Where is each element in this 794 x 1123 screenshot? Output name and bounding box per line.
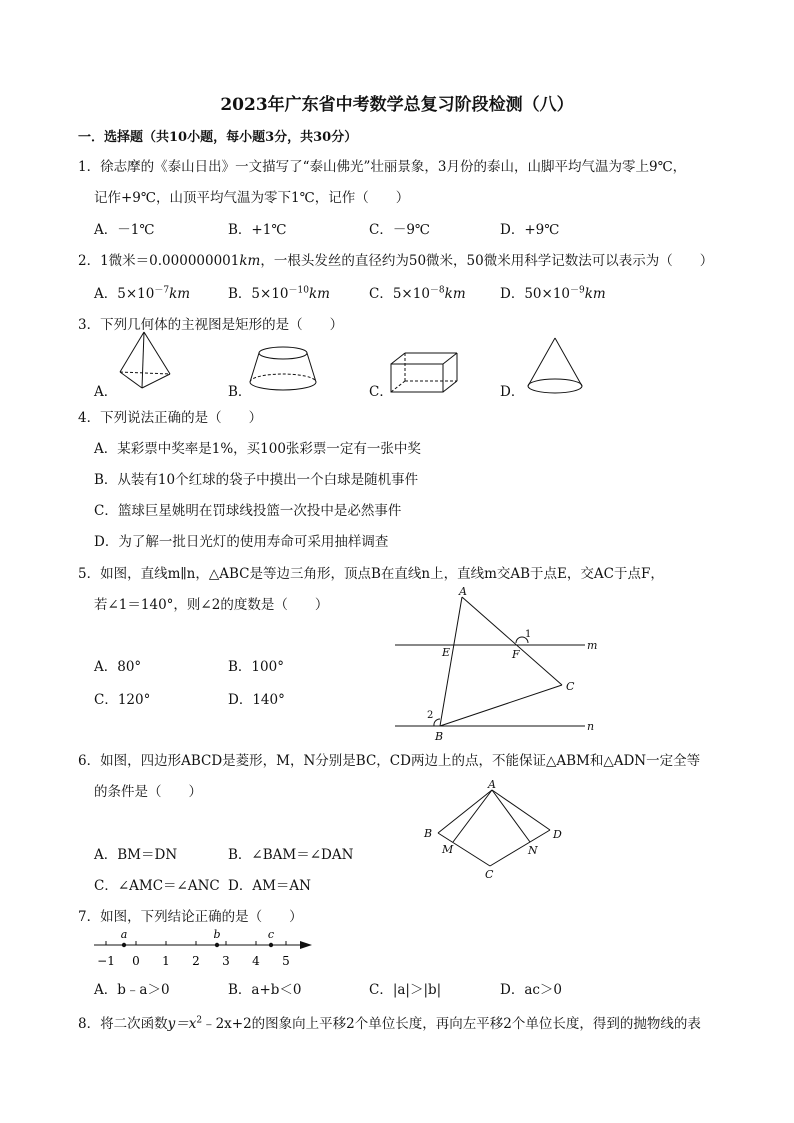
q7-option-d: D．ac＞0 <box>500 982 563 998</box>
q5-label-n: n <box>587 720 595 733</box>
number-line-point <box>269 943 273 947</box>
q3-option-a: A． <box>94 384 118 400</box>
q5-label-angle2: 2 <box>427 710 434 721</box>
q1-option-d: D．+9℃ <box>500 222 560 238</box>
q6-text-line1: 6．如图，四边形ABCD是菱形，M，N分别是BC，CD两边上的点，不能保证△ABM和△ADN一定全等 <box>78 753 701 769</box>
q5-label-angle1: 1 <box>525 629 532 640</box>
q5-option-b: B．100° <box>228 659 284 675</box>
q4-text: 4．下列说法正确的是（ ） <box>78 410 263 426</box>
q4-option-b: B．从装有10个红球的袋子中摸出一个白球是随机事件 <box>94 472 419 488</box>
q6-text-line2: 的条件是（ ） <box>94 784 202 800</box>
q5-option-c: C．120° <box>94 692 151 708</box>
q7-option-c: C．|a|＞|b| <box>369 982 442 998</box>
q6-label-b: B <box>424 827 433 840</box>
q1-text-line2: 记作+9℃，山顶平均气温为零下1℃，记作（ ） <box>94 190 410 206</box>
q4-option-a: A．某彩票中奖率是1%，买100张彩票一定有一张中奖 <box>94 441 421 457</box>
number-line-point-label: c <box>267 928 275 941</box>
q5-triangle-figure <box>390 585 605 745</box>
section-heading: 一．选择题（共10小题，每小题3分，共30分） <box>78 130 358 145</box>
q5-option-d: D．140° <box>228 692 285 708</box>
q1-option-c: C．－9℃ <box>369 222 431 238</box>
q6-label-a: A <box>488 778 496 791</box>
q1-text-line1: 1．徐志摩的《泰山日出》一文描写了“泰山佛光”壮丽景象，3月份的泰山，山脚平均气温为零上9℃， <box>78 159 687 175</box>
q5-text-line1: 5．如图，直线m∥n，△ABC是等边三角形，顶点B在直线n上，直线m交AB于点E，交AC于点F， <box>78 566 664 582</box>
number-line-tick-label: 1 <box>162 954 170 968</box>
number-line-tick-label: 2 <box>192 954 200 968</box>
q5-label-e: E <box>442 646 451 659</box>
number-line-tick-label: −1 <box>97 954 115 968</box>
q7-text: 7．如图，下列结论正确的是（ ） <box>78 909 303 925</box>
q5-label-m: m <box>587 639 598 652</box>
q5-option-a: A．80° <box>94 659 142 675</box>
q4-option-d: D．为了解一批日光灯的使用寿命可采用抽样调查 <box>94 534 389 550</box>
pyramid-figure <box>118 330 178 390</box>
cone-figure <box>526 336 586 398</box>
number-line-tick-label: 3 <box>222 954 230 968</box>
q6-option-c: C．∠AMC＝∠ANC <box>94 878 220 894</box>
q6-option-a: A．BM＝DN <box>94 847 178 863</box>
number-line-point-label: a <box>120 928 128 941</box>
q1-option-b: B．+1℃ <box>228 222 287 238</box>
q6-rhombus-figure <box>418 780 578 880</box>
q2-option-b: B．$5\times 10^{-10}km$ <box>228 285 330 302</box>
q6-option-d: D．AM＝AN <box>228 878 311 894</box>
q5-text-line2: 若∠1＝140°，则∠2的度数是（ ） <box>94 597 329 613</box>
q5-label-b: B <box>435 730 444 743</box>
q6-option-b: B．∠BAM＝∠DAN <box>228 847 354 863</box>
q7-option-b: B．a+b＜0 <box>228 982 302 998</box>
number-line-tick-label: 0 <box>132 954 140 968</box>
q7-number-line <box>90 928 320 970</box>
number-line-tick-label: 5 <box>282 954 290 968</box>
q3-text: 3．下列几何体的主视图是矩形的是（ ） <box>78 317 344 333</box>
q2-option-c: C．$5\times 10^{-8}km$ <box>369 285 466 302</box>
q8-text: 8．将二次函数$y=x^2﹣2x+2$的图象向上平移2个单位长度，再向左平移2个单位长度，得到的抛物线的表 <box>78 1015 701 1032</box>
number-line-tick-label: 4 <box>252 954 260 968</box>
q3-option-c: C． <box>369 384 393 400</box>
q6-label-d: D <box>553 828 562 841</box>
q5-label-a: A <box>459 585 467 598</box>
number-line-point-label: b <box>213 928 221 941</box>
q6-label-c: C <box>485 868 494 881</box>
q2-option-d: D．$50\times 10^{-9}km$ <box>500 285 606 302</box>
q2-text-line1: 2．1微米＝0.000000001km，一根头发丝的直径约为50微米，50微米用科学记数法可以表示为（ ） <box>78 253 714 269</box>
q3-option-b: B． <box>228 384 252 400</box>
q1-option-a: A．－1℃ <box>94 222 155 238</box>
cuboid-figure <box>389 350 464 395</box>
q5-label-c: C <box>566 680 575 693</box>
q4-option-c: C．篮球巨星姚明在罚球线投篮一次投中是必然事件 <box>94 503 402 519</box>
q6-label-n: N <box>528 844 538 857</box>
q2-option-a: A．$5\times 10^{-7}km$ <box>94 285 191 302</box>
number-line-point <box>122 943 126 947</box>
page-title: 2023年广东省中考数学总复习阶段检测（八） <box>220 95 574 115</box>
q3-option-d: D． <box>500 384 525 400</box>
number-line-point <box>215 943 219 947</box>
frustum-figure <box>248 346 318 396</box>
q6-label-m: M <box>442 843 454 856</box>
q7-option-a: A．b﹣a＞0 <box>94 982 170 998</box>
q5-label-f: F <box>512 648 520 661</box>
